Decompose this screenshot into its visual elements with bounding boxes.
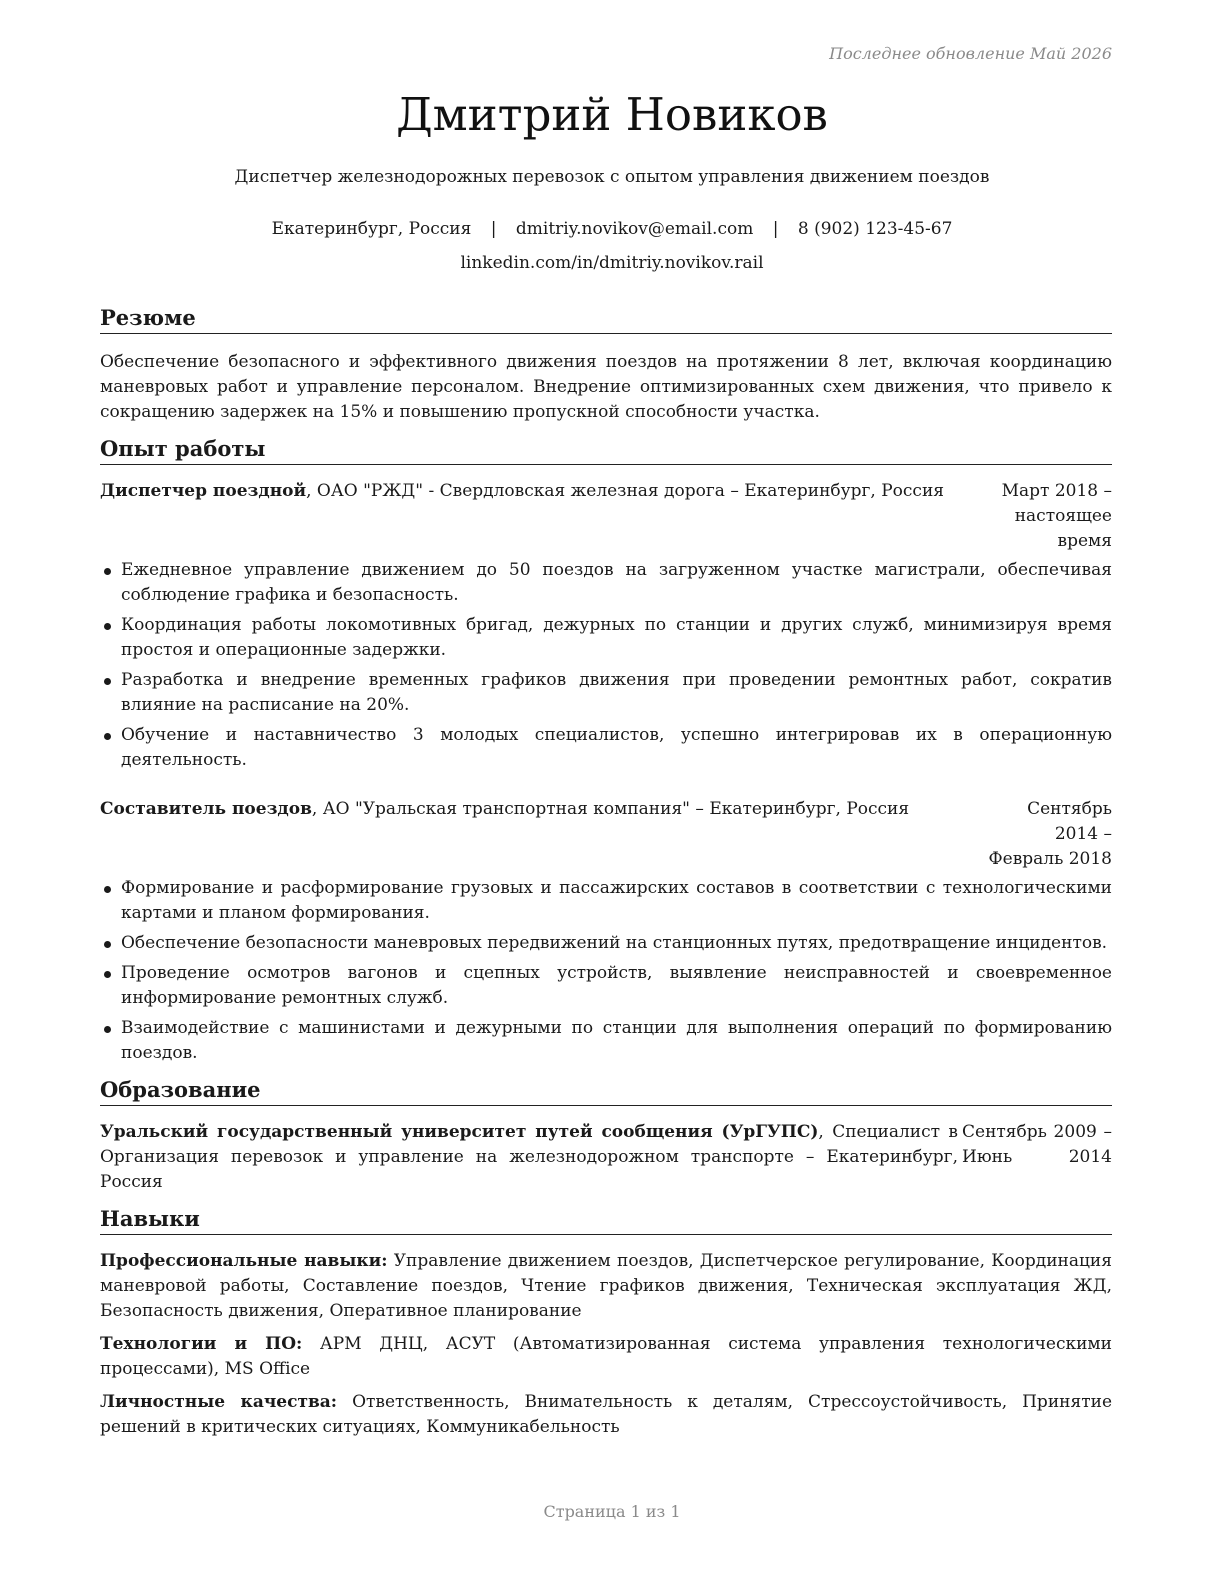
summary-text: Обеспечение безопасного и эффективного движения поездов на протяжении 8 лет, включая координацию маневровых работ и управление персоналом. Внедрение оптимизированных схем движения, что привело к сокращению задержек на 15% и повышению пропускной способности участка. [100, 352, 1112, 422]
job-header [100, 479, 1112, 554]
job-header [100, 797, 1112, 872]
job-entry [100, 479, 1112, 773]
job-company: , ОАО "РЖД" - Свердловская железная дорога – Екатеринбург, Россия [306, 481, 944, 501]
list-item: Проведение осмотров вагонов и сцепных устройств, выявление неисправностей и своевременное информирование ремонтных служб. [100, 961, 1112, 1011]
skill-group [100, 1332, 1112, 1382]
job-company: , АО "Уральская транспортная компания" – Екатеринбург, Россия [311, 799, 910, 819]
email-link[interactable]: dmitriy.novikov@email.com [515, 219, 754, 239]
last-updated: Последнее обновление Май 2026 [829, 44, 1112, 63]
skill-label: Технологии и ПО: [100, 1334, 303, 1354]
linkedin-link[interactable]: linkedin.com/in/dmitriy.novikov.rail [460, 253, 764, 273]
job-bullets [100, 558, 1112, 773]
experience-section [100, 435, 1112, 1066]
skill-label: Личностные качества: [100, 1392, 338, 1412]
separator: | [772, 219, 779, 239]
headline: Диспетчер железнодорожных перевозок с опытом управления движением поездов [234, 167, 990, 187]
list-item: Формирование и расформирование грузовых и пассажирских составов в соответствии с технологическими картами и планом формирования. [100, 876, 1112, 926]
job-entry [100, 797, 1112, 1066]
list-item: Координация работы локомотивных бригад, дежурных по станции и других служб, минимизируя время простоя и операционные задержки. [100, 613, 1112, 663]
separator: | [490, 219, 497, 239]
location: Екатеринбург, Россия [271, 219, 472, 239]
education-dates: Сентябрь 2009 – Июнь 2014 [962, 1122, 1112, 1167]
resume-content [100, 304, 1112, 1450]
section-title: Навыки [100, 1205, 1112, 1235]
school-name: Уральский государственный университет путей сообщения (УрГУПС) [100, 1122, 819, 1142]
phone: 8 (902) 123-45-67 [797, 219, 953, 239]
skill-group [100, 1249, 1112, 1324]
skills-section [100, 1205, 1112, 1440]
summary-section [100, 304, 1112, 425]
list-item: Обучение и наставничество 3 молодых специалистов, успешно интегрировав их в операционную деятельность. [100, 723, 1112, 773]
list-item: Разработка и внедрение временных графиков движения при проведении ремонтных работ, сократив влияние на расписание на 20%. [100, 668, 1112, 718]
education-section [100, 1076, 1112, 1195]
skill-label: Профессиональные навыки: [100, 1251, 388, 1271]
degree-details: , Специалист в Организация перевозок и управление на железнодорожном транспорте – Екатеринбург, Россия [100, 1122, 958, 1192]
contact-line [0, 219, 1224, 239]
job-position: Диспетчер поездной [100, 481, 307, 501]
section-title: Образование [100, 1076, 1112, 1106]
list-item: Ежедневное управление движением до 50 поездов на загруженном участке магистрали, обеспечивая соблюдение графика и безопасность. [100, 558, 1112, 608]
section-title: Опыт работы [100, 435, 1112, 465]
list-item: Обеспечение безопасности маневровых передвижений на станционных путях, предотвращение инцидентов. [100, 931, 1112, 956]
skill-text: АРМ ДНЦ, АСУТ (Автоматизированная система управления технологическими процессами), MS Office [100, 1334, 1112, 1379]
person-name: Дмитрий Новиков [396, 88, 828, 141]
list-item: Взаимодействие с машинистами и дежурными по станции для выполнения операций по формированию поездов. [100, 1016, 1112, 1066]
job-dates: Март 2018 – настоящее время [1001, 481, 1112, 551]
job-position: Составитель поездов [100, 799, 312, 819]
job-dates: Сентябрь 2014 – Февраль 2018 [988, 799, 1112, 869]
section-title: Резюме [100, 304, 1112, 334]
job-bullets [100, 876, 1112, 1066]
skill-text: Управление движением поездов, Диспетчерское регулирование, Координация маневровой работы, Составление поездов, Чтение графиков движения, Техническая эксплуатация ЖД, Безопасность движения, Оперативное планирование [100, 1251, 1112, 1321]
skill-text: Ответственность, Внимательность к деталям, Стрессоустойчивость, Принятие решений в критических ситуациях, Коммуникабельность [100, 1392, 1112, 1437]
education-entry [100, 1120, 1112, 1195]
page-number: Страница 1 из 1 [543, 1502, 681, 1521]
skill-group [100, 1390, 1112, 1440]
